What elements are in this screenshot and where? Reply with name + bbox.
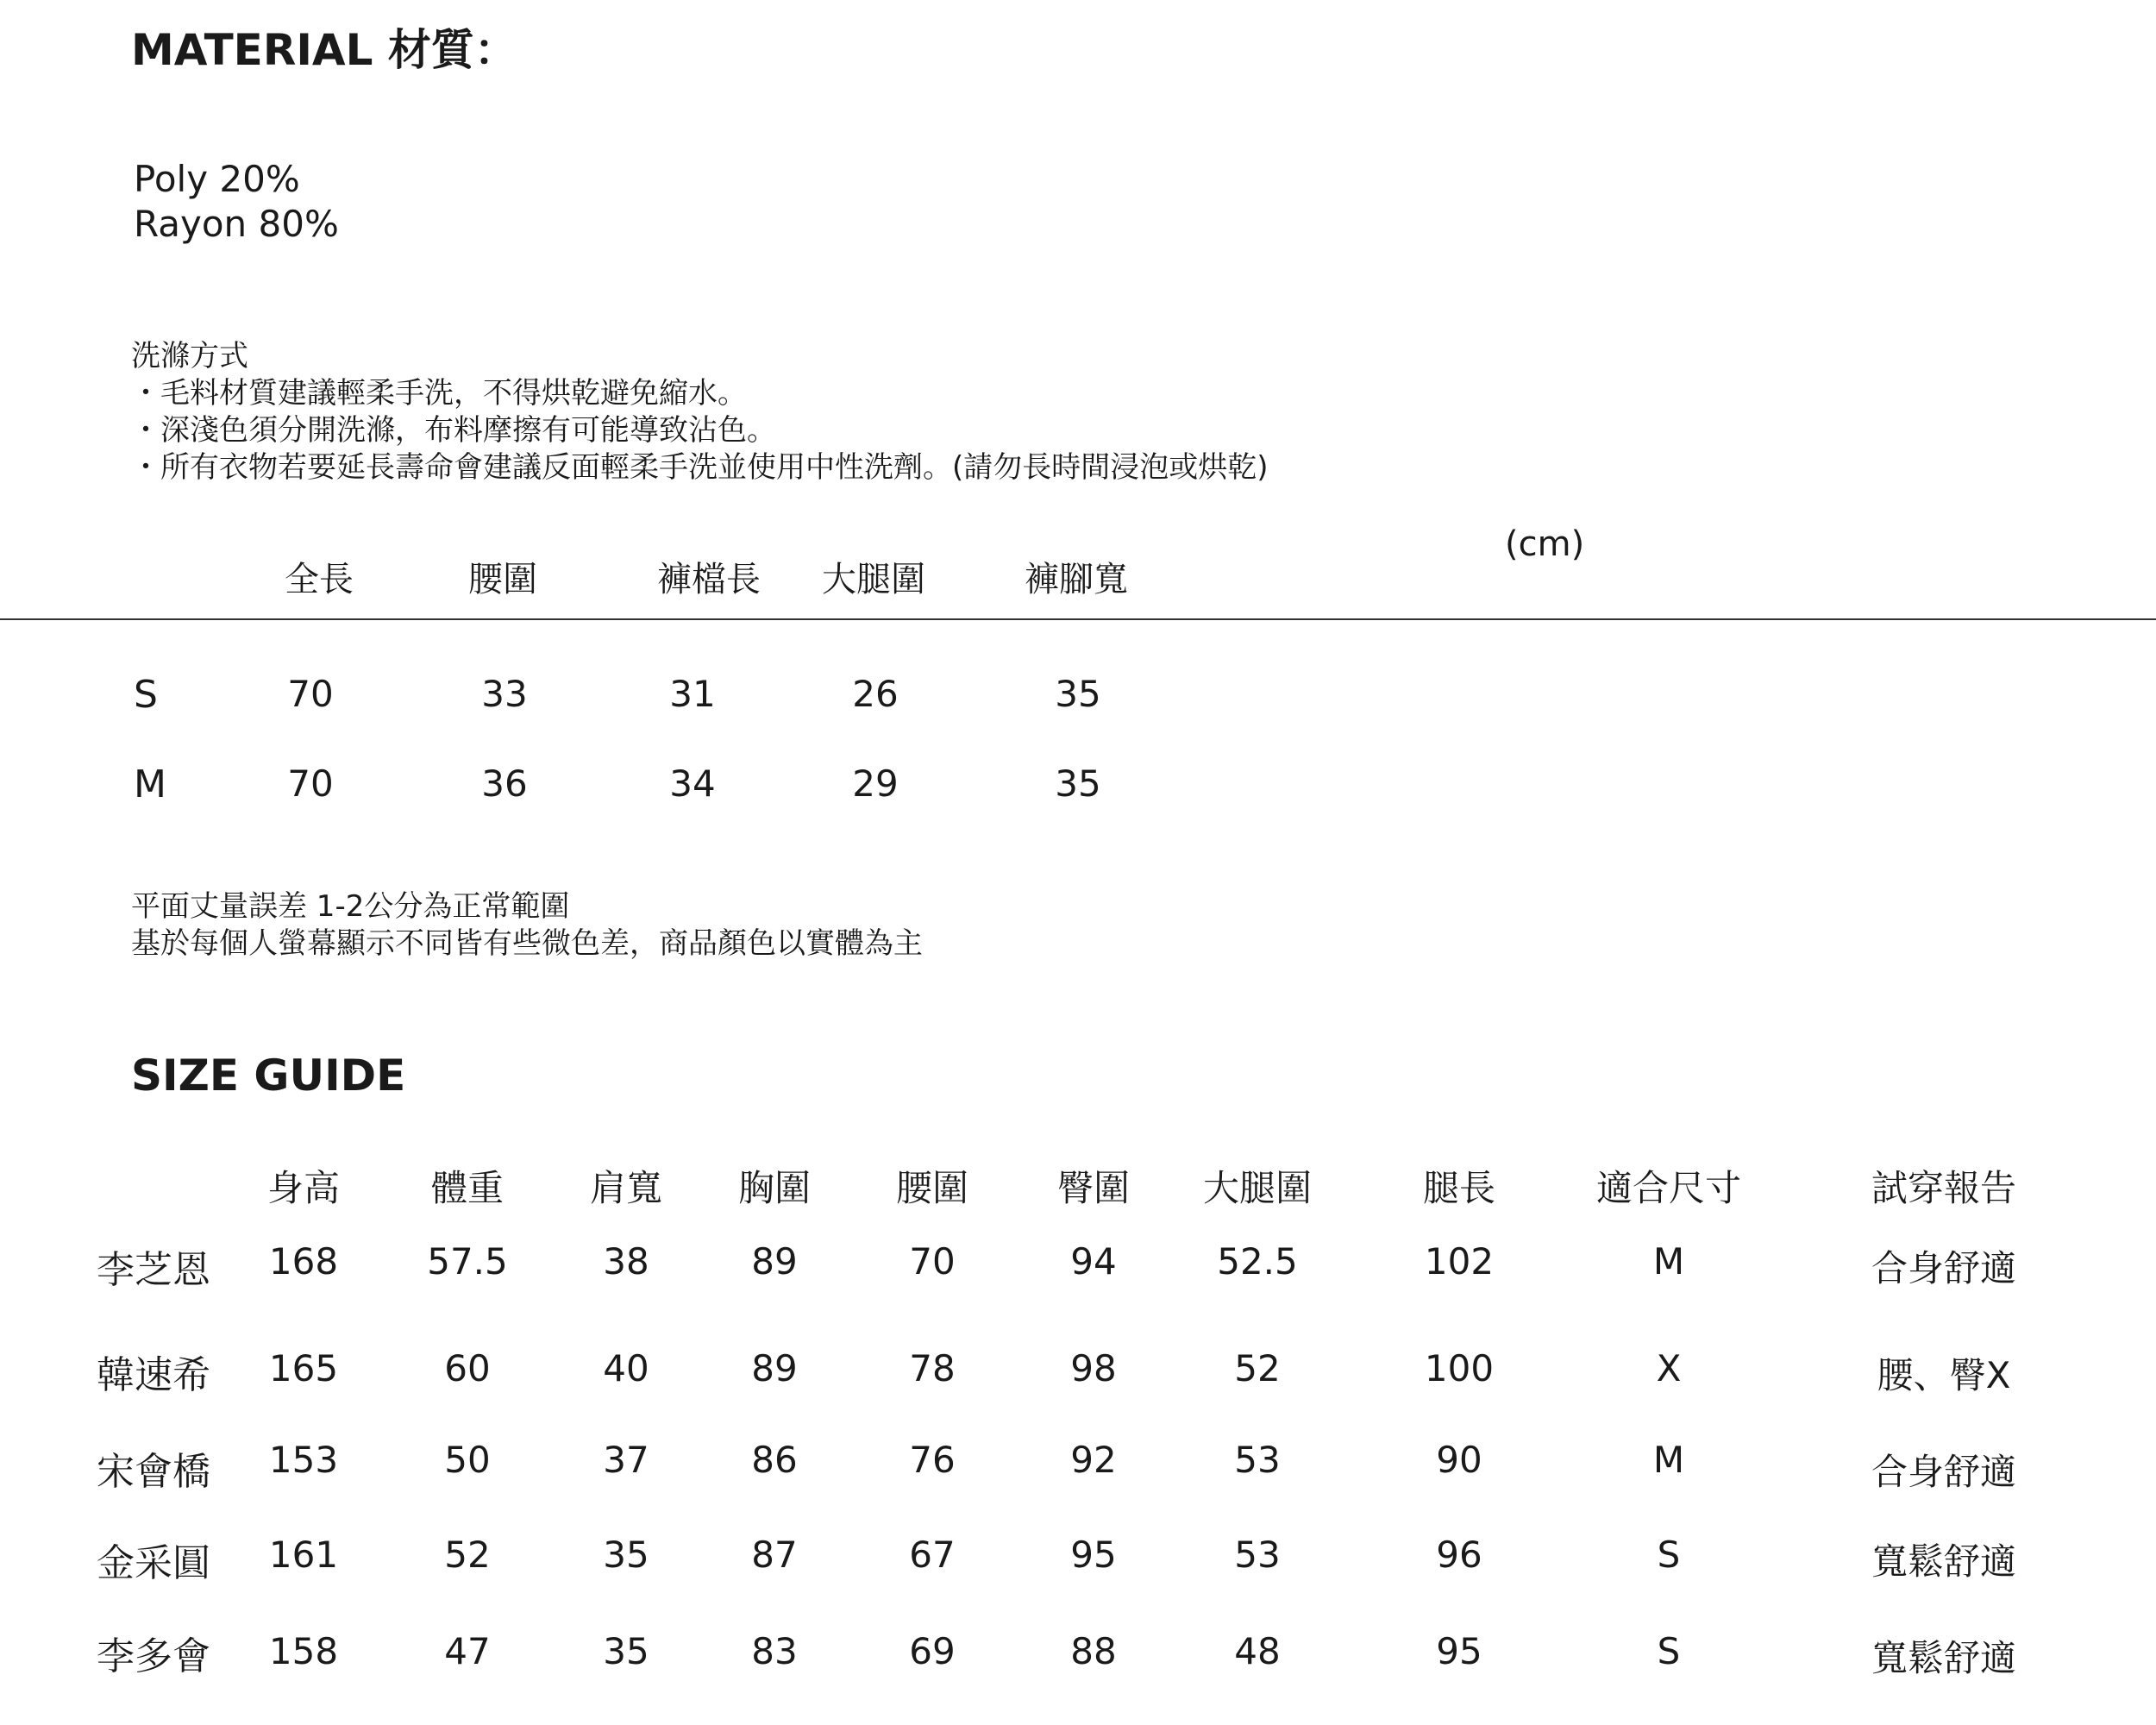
- guide-cell: 52: [1234, 1347, 1281, 1389]
- guide-cell: 53: [1234, 1439, 1281, 1481]
- model-name: 李多會: [97, 1634, 210, 1678]
- guide-cell: 78: [909, 1347, 956, 1389]
- guide-cell: 38: [603, 1240, 649, 1283]
- guide-cell: 158: [268, 1630, 339, 1672]
- guide-cell: 69: [909, 1630, 956, 1672]
- note-line: 平面丈量誤差 1-2公分為正常範圍: [131, 889, 570, 924]
- guide-cell: 寬鬆舒適: [1871, 1637, 2017, 1679]
- guide-cell: 98: [1070, 1347, 1117, 1389]
- measure-header: 褲檔長: [657, 560, 761, 599]
- guide-cell: 35: [603, 1534, 649, 1576]
- guide-cell: 90: [1436, 1439, 1482, 1481]
- guide-header: 體重: [430, 1167, 505, 1209]
- guide-cell: 87: [751, 1534, 798, 1576]
- guide-cell: 92: [1070, 1439, 1117, 1481]
- measure-cell: 29: [852, 762, 899, 805]
- guide-cell: 76: [909, 1439, 956, 1481]
- guide-cell: 52.5: [1217, 1240, 1298, 1283]
- guide-cell: 寬鬆舒適: [1871, 1540, 2017, 1583]
- measure-cell: 70: [287, 673, 334, 715]
- measure-cell: 31: [669, 673, 716, 715]
- model-name: 李芝恩: [97, 1248, 210, 1292]
- guide-cell: 48: [1234, 1630, 1281, 1672]
- measure-header: 腰圍: [468, 560, 537, 599]
- guide-cell: 60: [444, 1347, 491, 1389]
- guide-cell: 腰、臀X: [1877, 1354, 2011, 1396]
- guide-cell: 89: [751, 1240, 798, 1283]
- guide-cell: 102: [1424, 1240, 1495, 1283]
- guide-cell: 153: [268, 1439, 339, 1481]
- guide-cell: M: [1652, 1240, 1685, 1283]
- measurement-notes: [131, 888, 923, 963]
- size-label: S: [134, 673, 158, 717]
- guide-cell: 89: [751, 1347, 798, 1389]
- guide-cell: 94: [1070, 1240, 1117, 1283]
- model-name: 金采圓: [97, 1541, 210, 1585]
- material-list: [134, 157, 339, 247]
- model-name: 韓速希: [97, 1353, 210, 1397]
- guide-cell: 96: [1436, 1534, 1482, 1576]
- measure-cell: 35: [1055, 673, 1101, 715]
- guide-cell: S: [1657, 1630, 1681, 1672]
- guide-header: 大腿圍: [1202, 1167, 1313, 1209]
- size-guide-title: SIZE GUIDE: [131, 1051, 406, 1101]
- guide-header: 腰圍: [895, 1167, 969, 1209]
- measure-header: 大腿圍: [822, 560, 925, 599]
- guide-cell: 37: [603, 1439, 649, 1481]
- guide-cell: 70: [909, 1240, 956, 1283]
- guide-cell: 57.5: [427, 1240, 508, 1283]
- measure-cell: 70: [287, 762, 334, 805]
- guide-header: 適合尺寸: [1595, 1167, 1742, 1209]
- guide-header: 臀圍: [1056, 1167, 1131, 1209]
- guide-cell: M: [1652, 1439, 1685, 1481]
- guide-cell: 67: [909, 1534, 956, 1576]
- material-line: Poly 20%: [134, 158, 300, 200]
- guide-cell: 83: [751, 1630, 798, 1672]
- guide-cell: 合身舒適: [1871, 1451, 2017, 1493]
- size-label: M: [134, 762, 166, 806]
- guide-cell: 95: [1436, 1630, 1482, 1672]
- measure-cell: 26: [852, 673, 899, 715]
- guide-cell: 88: [1070, 1630, 1117, 1672]
- unit-label: (cm): [1505, 524, 1585, 564]
- guide-cell: 161: [268, 1534, 339, 1576]
- material-title: MATERIAL 材質：: [131, 25, 517, 75]
- guide-cell: 165: [268, 1347, 339, 1389]
- guide-cell: S: [1657, 1534, 1681, 1576]
- wash-instructions: [131, 338, 1269, 486]
- guide-header: 試穿報告: [1871, 1167, 2017, 1209]
- note-line: 基於每個人螢幕顯示不同皆有些微色差，商品顏色以實體為主: [131, 926, 923, 961]
- wash-line: ・所有衣物若要延長壽命會建議反面輕柔手洗並使用中性洗劑。(請勿長時間浸泡或烘乾): [131, 450, 1269, 485]
- measure-cell: 34: [669, 762, 716, 805]
- guide-cell: 40: [603, 1347, 649, 1389]
- guide-cell: 50: [444, 1439, 491, 1481]
- wash-title: 洗滌方式: [131, 339, 248, 373]
- measure-cell: 36: [481, 762, 528, 805]
- guide-header: 胸圍: [737, 1167, 812, 1209]
- table-divider: [0, 618, 2156, 620]
- model-name: 宋會橋: [97, 1450, 210, 1494]
- guide-cell: 52: [444, 1534, 491, 1576]
- guide-header: 腿長: [1422, 1167, 1496, 1209]
- guide-cell: 100: [1424, 1347, 1495, 1389]
- guide-cell: 47: [444, 1630, 491, 1672]
- guide-header: 肩寬: [589, 1167, 663, 1209]
- guide-cell: 35: [603, 1630, 649, 1672]
- guide-cell: 合身舒適: [1871, 1247, 2017, 1289]
- measure-cell: 35: [1055, 762, 1101, 805]
- wash-line: ・深淺色須分開洗滌，布料摩擦有可能導致沾色。: [131, 413, 776, 448]
- material-line: Rayon 80%: [134, 203, 339, 245]
- guide-cell: X: [1656, 1347, 1682, 1389]
- guide-header: 身高: [266, 1167, 341, 1209]
- measure-cell: 33: [481, 673, 528, 715]
- guide-cell: 95: [1070, 1534, 1117, 1576]
- measure-header: 全長: [285, 560, 354, 599]
- measure-header: 褲腳寬: [1025, 560, 1128, 599]
- guide-cell: 168: [268, 1240, 339, 1283]
- wash-line: ・毛料材質建議輕柔手洗，不得烘乾避免縮水。: [131, 376, 747, 411]
- guide-cell: 86: [751, 1439, 798, 1481]
- guide-cell: 53: [1234, 1534, 1281, 1576]
